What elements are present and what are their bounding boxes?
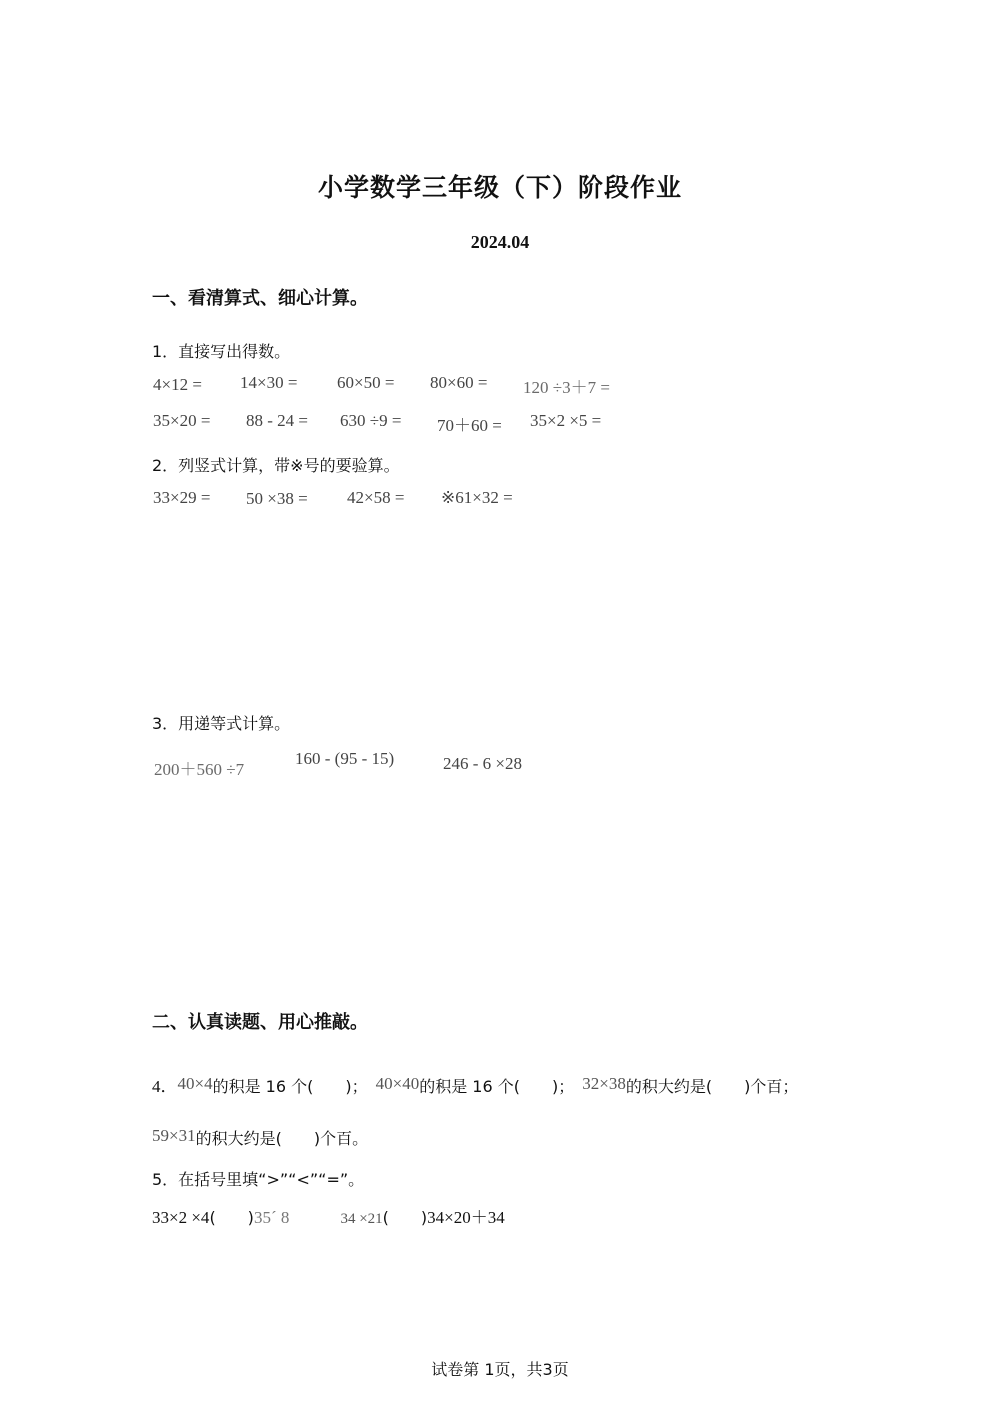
question-4-line-2 [152,1126,368,1149]
q1-expr: 35×20 = [153,411,211,430]
q4-expr-4: 59×31 [152,1126,196,1145]
q1-expr: 35×2 ×5 = [530,411,602,430]
q3-expr: 246 - 6 ×28 [443,754,522,773]
q2-expr: ※61×32 = [441,488,513,507]
q1-expr: 630 ÷9 = [340,411,402,430]
page-title: 小学数学三年级（下）阶段作业 [317,173,682,202]
q4-expr-1: 40×4 [177,1074,213,1093]
question-5-label: 5．在括号里填“>”“<”“=”。 [152,1170,365,1189]
q4-text-3: 的积大约是( )个百； [625,1077,799,1096]
question-3-label: 3．用递等式计算。 [152,714,291,733]
q4-expr-2: 40×40 [375,1074,420,1093]
question-5-row [152,1203,505,1228]
q5b-paren: ( ) [382,1208,428,1227]
q5b-right: 34×20＋34 [427,1208,505,1227]
q1-expr: 80×60 = [430,373,488,392]
q1-expr: 60×50 = [337,373,395,392]
q2-expr: 50 ×38 = [246,489,308,508]
q5a-left: 33×2 ×4 [152,1208,210,1227]
q4-text-1: 的积是 16 个( )； [212,1077,368,1096]
q1-expr: 4×12 = [153,375,202,394]
q2-expr: 42×58 = [347,488,405,507]
question-2-label: 2．列竖式计算，带※号的要验算。 [152,456,400,475]
q5a-paren: ( ) [209,1208,254,1227]
q4-text-2: 的积是 16 个( )； [419,1077,575,1096]
q1-expr: 88 - 24 = [246,411,308,430]
q1-expr: 120 ÷3＋7 = [523,378,610,397]
question-1-label: 1．直接写出得数。 [152,342,291,361]
q3-expr: 160 - (95 - 15) [295,749,395,768]
q5b-left: 34 ×21 [340,1211,383,1227]
q2-expr: 33×29 = [153,488,211,507]
date: 2024.04 [470,232,530,252]
q1-expr: 70＋60 = [437,416,502,435]
q4-expr-3: 32×38 [582,1074,626,1093]
section-heading-2: 二、认真读题、用心推敲。 [152,1012,368,1033]
q4-number: 4． [152,1077,178,1096]
section-heading-1: 一、看清算式、细心计算。 [152,288,368,309]
q1-expr: 14×30 = [240,373,298,392]
q4-text-4: 的积大约是( )个百。 [195,1129,369,1148]
question-4-line-1 [152,1072,798,1097]
q5a-right: 35´ 8 [253,1208,290,1227]
q3-expr: 200＋560 ÷7 [154,760,245,779]
page-footer: 试卷第 1页，共3页 [431,1360,569,1379]
